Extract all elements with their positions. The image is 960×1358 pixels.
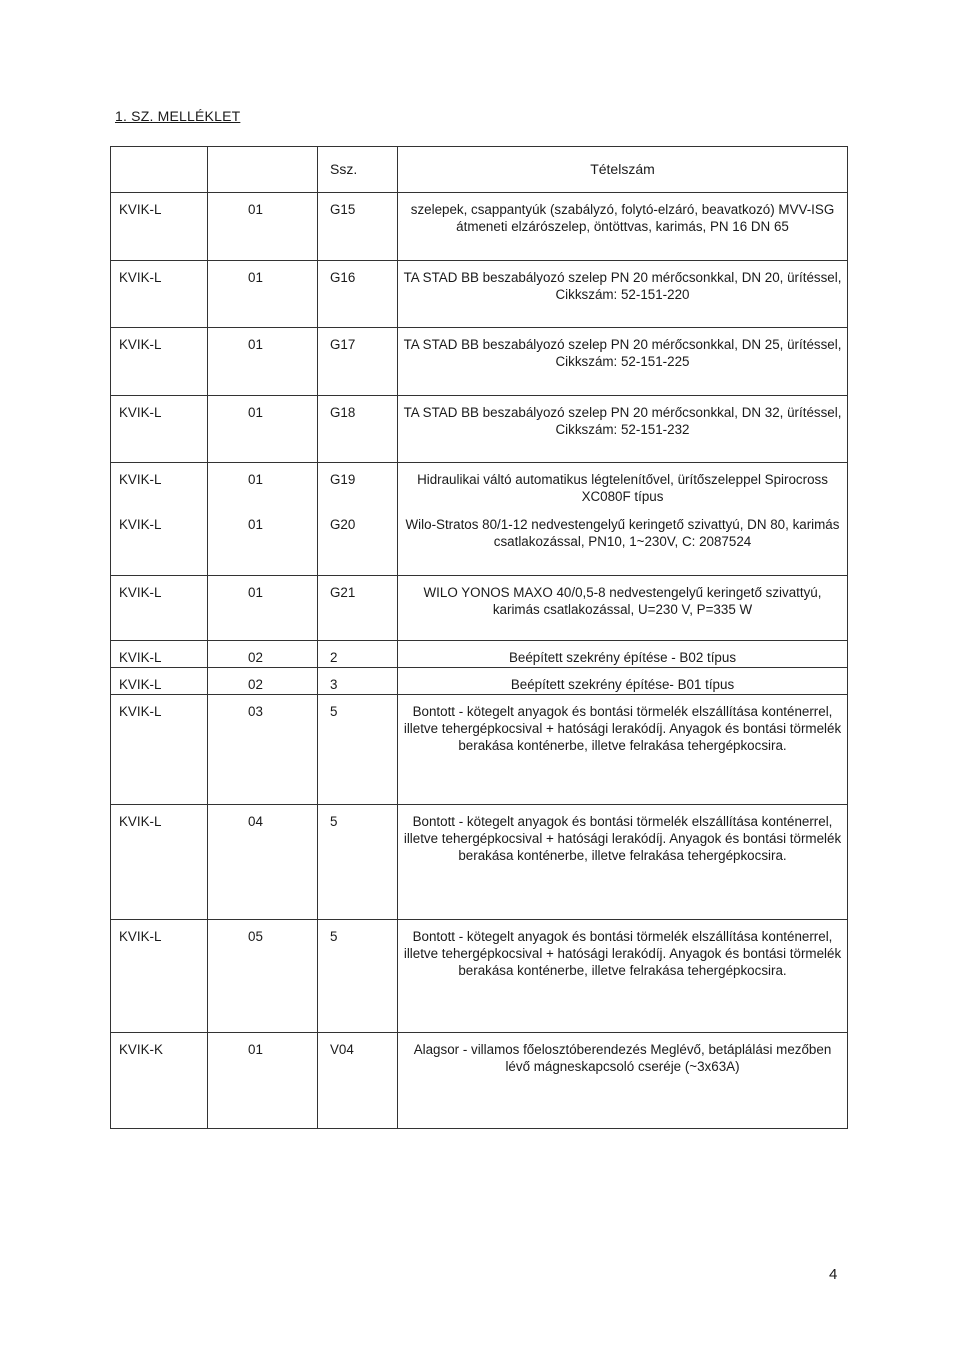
table-row [111,575,848,641]
cell-description: Wilo-Stratos 80/1-12 nedvestengelyű keringető szivattyú, DN 80, karimás csatlakozással, PN10, 1~230V, C: 2087524 [398,508,848,576]
cell-description: WILO YONOS MAXO 40/0,5-8 nedvestengelyű keringető szivattyú, karimás csatlakozással, U=230 V, P=335 W [398,575,848,641]
table-row [111,805,848,920]
cell-description: Alagsor - villamos főelosztóberendezés Meglévő, betáplálási mezőben lévő mágneskapcsoló cseréje (~3x63A) [398,1032,848,1128]
cell-id: 5 [318,694,398,805]
cell-id: G20 [318,508,398,576]
cell-id: 5 [318,805,398,920]
table-row [111,920,848,1033]
header-cell-group [208,147,318,193]
page-heading: 1. SZ. MELLÉKLET [115,108,241,124]
cell-description: Beépített szekrény építése- B01 típus [398,668,848,695]
cell-description: szelepek, csappantyúk (szabályzó, folytó-elzáró, beavatkozó) MVV-ISG átmeneti elzárószelep, öntöttvas, karimás, PN 16 DN 65 [398,193,848,261]
table-row [111,463,848,508]
cell-id: G19 [318,463,398,508]
cell-id: 2 [318,641,398,668]
cell-code: KVIK-L [111,395,208,463]
cell-group: 01 [208,260,318,328]
cell-group: 02 [208,668,318,695]
table-row [111,395,848,463]
cell-id: G21 [318,575,398,641]
cell-group: 01 [208,463,318,508]
cell-code: KVIK-L [111,193,208,261]
items-table [110,146,848,1129]
table-row [111,668,848,695]
cell-code: KVIK-K [111,1032,208,1128]
cell-id: 3 [318,668,398,695]
header-cell-ssz: Ssz. [318,147,398,193]
cell-group: 04 [208,805,318,920]
cell-code: KVIK-L [111,508,208,576]
cell-description: Beépített szekrény építése - B02 típus [398,641,848,668]
cell-id: G15 [318,193,398,261]
cell-group: 01 [208,193,318,261]
cell-description: TA STAD BB beszabályozó szelep PN 20 mérőcsonkkal, DN 20, ürítéssel, Cikkszám: 52-151-220 [398,260,848,328]
cell-description: TA STAD BB beszabályozó szelep PN 20 mérőcsonkkal, DN 25, ürítéssel, Cikkszám: 52-151-225 [398,328,848,396]
cell-code: KVIK-L [111,668,208,695]
page-number: 4 [829,1266,838,1283]
table-row [111,641,848,668]
cell-description: Hidraulikai váltó automatikus légtelenítővel, ürítőszeleppel Spirocross XC080F típus [398,463,848,508]
cell-id: G17 [318,328,398,396]
cell-code: KVIK-L [111,575,208,641]
cell-group: 01 [208,508,318,576]
cell-group: 01 [208,328,318,396]
cell-group: 01 [208,395,318,463]
cell-group: 03 [208,694,318,805]
header-cell-tetelszam: Tételszám [398,147,848,193]
cell-description: Bontott - kötegelt anyagok és bontási törmelék elszállítása konténerrel, illetve tehergépkocsival + hatósági lerakódíj. Anyagok és bontási törmelék berakása konténerbe, illetve felrakása tehergépkocsira. [398,694,848,805]
cell-id: V04 [318,1032,398,1128]
table-row [111,328,848,396]
cell-code: KVIK-L [111,641,208,668]
cell-code: KVIK-L [111,463,208,508]
cell-code: KVIK-L [111,260,208,328]
cell-code: KVIK-L [111,694,208,805]
cell-group: 01 [208,1032,318,1128]
table-row [111,694,848,805]
table-row [111,193,848,261]
table-header-row [111,147,848,193]
cell-code: KVIK-L [111,805,208,920]
table-row [111,1032,848,1128]
cell-group: 05 [208,920,318,1033]
cell-id: G16 [318,260,398,328]
cell-id: G18 [318,395,398,463]
table-row [111,508,848,576]
header-cell-code [111,147,208,193]
table-row [111,260,848,328]
cell-description: Bontott - kötegelt anyagok és bontási törmelék elszállítása konténerrel, illetve tehergépkocsival + hatósági lerakódíj. Anyagok és bontási törmelék berakása konténerbe, illetve felrakása tehergépkocsira. [398,920,848,1033]
cell-code: KVIK-L [111,328,208,396]
cell-id: 5 [318,920,398,1033]
cell-description: TA STAD BB beszabályozó szelep PN 20 mérőcsonkkal, DN 32, ürítéssel, Cikkszám: 52-151-232 [398,395,848,463]
cell-description: Bontott - kötegelt anyagok és bontási törmelék elszállítása konténerrel, illetve tehergépkocsival + hatósági lerakódíj. Anyagok és bontási törmelék berakása konténerbe, illetve felrakása tehergépkocsira. [398,805,848,920]
cell-group: 02 [208,641,318,668]
cell-code: KVIK-L [111,920,208,1033]
cell-group: 01 [208,575,318,641]
